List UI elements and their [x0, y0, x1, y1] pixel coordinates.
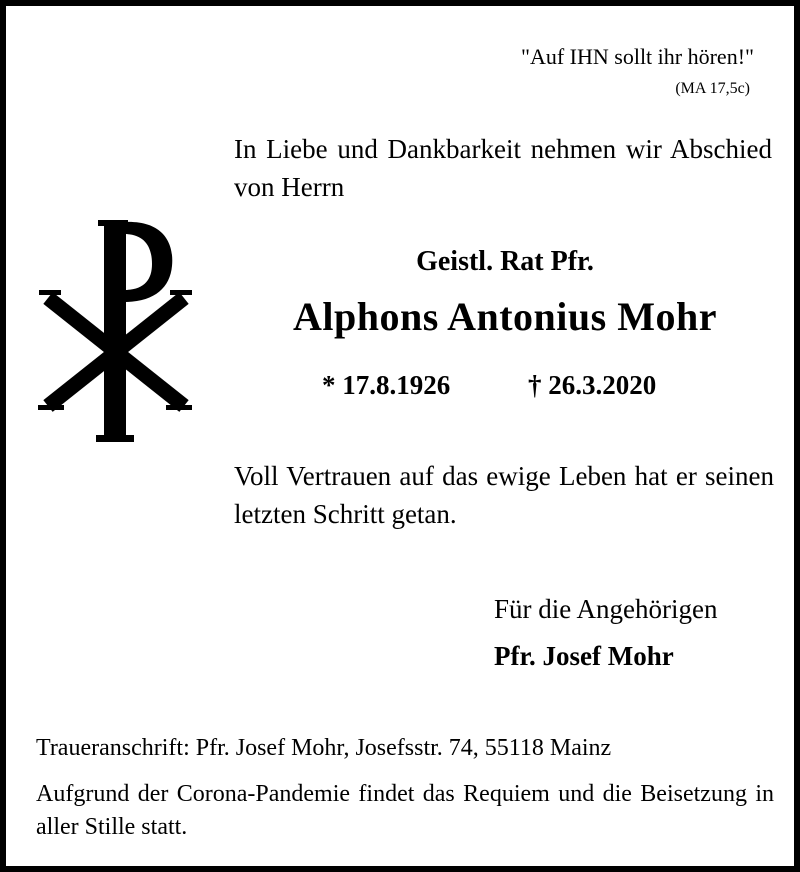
chi-rho-icon: [36, 216, 194, 448]
death-date: † 26.3.2020: [528, 370, 657, 400]
signer-name: Pfr. Josef Mohr: [494, 641, 674, 671]
deceased-title: Geistl. Rat Pfr.: [416, 246, 594, 277]
birth-date: * 17.8.1926: [322, 370, 451, 400]
intro-text: In Liebe und Dankbarkeit nehmen wir Abschied von Herrn: [234, 134, 772, 202]
corona-notice: Aufgrund der Corona-Pandemie findet das Requiem und die Beisetzung in aller Stille statt.: [36, 781, 774, 840]
faith-text: Voll Vertrauen auf das ewige Leben hat er seinen letzten Schritt getan.: [234, 461, 774, 529]
for-relatives: Für die Angehörigen: [494, 594, 718, 624]
mourning-address: Traueranschrift: Pfr. Josef Mohr, Josefsstr. 74, 55118 Mainz: [36, 735, 612, 761]
bible-reference: (MA 17,5c): [675, 80, 750, 97]
deceased-name: Alphons Antonius Mohr: [293, 294, 717, 339]
motto-quote: "Auf IHN sollt ihr hören!": [520, 44, 754, 69]
